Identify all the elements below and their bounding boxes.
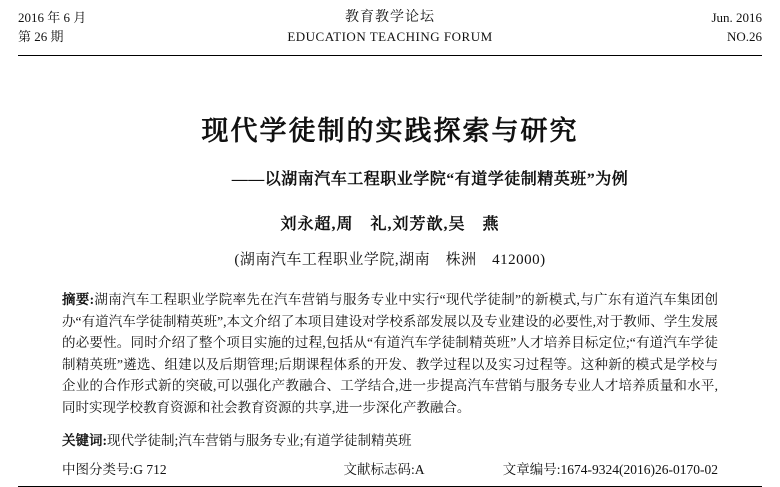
masthead-left — [18, 8, 168, 46]
masthead-row — [18, 8, 762, 46]
journal-title-en: EDUCATION TEACHING FORUM — [287, 29, 493, 44]
article-number — [468, 459, 718, 480]
document-code-label: 文献标志码: — [343, 462, 415, 477]
article-number-label: 文章编号: — [502, 462, 561, 477]
author-list: 刘永超,周 礼,刘芳歆,吴 燕 — [280, 216, 500, 233]
document-code — [301, 459, 468, 480]
article-subtitle: ——以湖南汽车工程职业学院“有道学徒制精英班”为例 — [231, 171, 629, 188]
clc-code — [62, 459, 301, 480]
document-code-value: A — [414, 462, 425, 477]
masthead-right — [612, 8, 762, 46]
abstract-label: 摘要: — [62, 292, 95, 307]
title-block — [0, 114, 780, 269]
page-title: 现代学徒制的实践探索与研究 — [201, 116, 579, 147]
masthead-center — [168, 8, 612, 46]
issue-date: 2016 年 6 月 — [18, 10, 87, 25]
keywords-label: 关键词: — [62, 433, 107, 448]
classification-codes — [62, 459, 718, 480]
keywords-line — [62, 430, 718, 451]
journal-article-page — [0, 8, 780, 477]
issue-number: 第 26 期 — [18, 29, 64, 44]
issue-date-en: Jun. 2016 — [711, 10, 762, 25]
masthead-divider — [18, 55, 762, 56]
journal-title-cn: 教育教学论坛 — [345, 10, 435, 25]
clc-value: G 712 — [133, 462, 167, 477]
keywords-text: 现代学徒制;汽车营销与服务专业;有道学徒制精英班 — [107, 433, 412, 448]
masthead — [18, 8, 762, 52]
issue-number-en: NO.26 — [726, 29, 762, 44]
article-number-value: 1674-9324(2016)26-0170-02 — [560, 462, 718, 477]
clc-label: 中图分类号: — [62, 462, 134, 477]
abstract-paragraph — [62, 289, 718, 418]
author-affiliation: (湖南汽车工程职业学院,湖南 株洲 412000) — [234, 252, 546, 268]
abstract-text: 湖南汽车工程职业学院率先在汽车营销与服务专业中实行“现代学徒制”的新模式,与广东有道汽车集团创办“有道汽车学徒制精英班”,本文介绍了本项目建设对学校系部发展以及专业建设的必要性,对于教师、学生发展的必要性。同时介绍了整个项目实施的过程,包括从“有道汽车学徒制精英班”人才培养目标定位;“有道汽车学徒制精英班”遴选、组建以及后期管理;后期课程体系的开发、教学过程以及实习过程等。这种新的模式是学校与企业的合作形式新的突破,可以强化产教融合、工学结合,进一步提高汽车营销与服务专业人才培养质量和水平,同时实现学校教育资源和社会教育资源的共享,进一步深化产教融合。 — [62, 292, 719, 415]
